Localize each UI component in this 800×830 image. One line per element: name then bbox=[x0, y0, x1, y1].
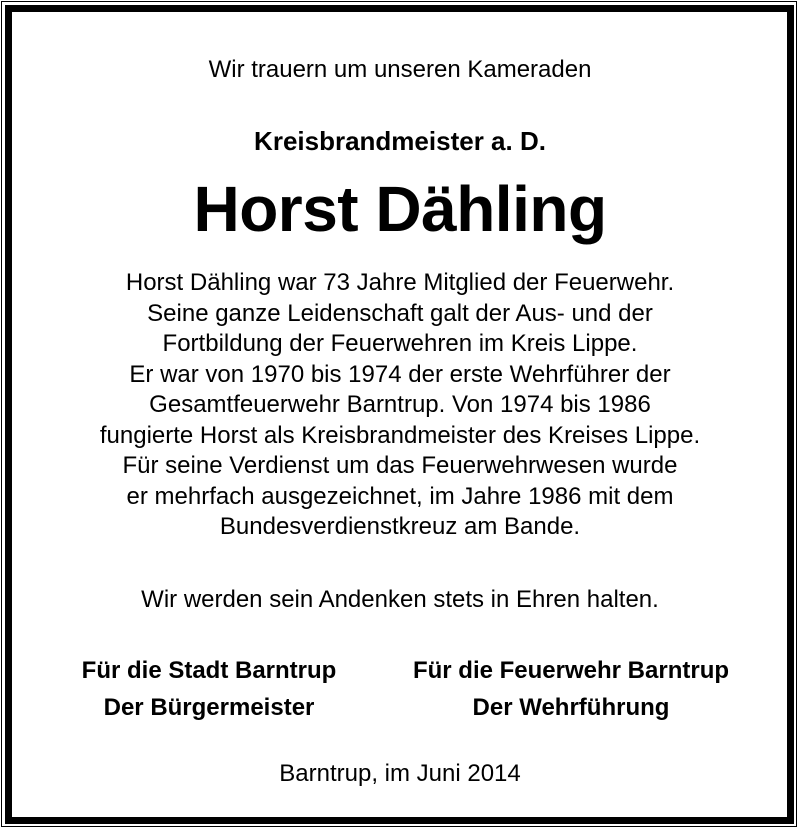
bio-line: er mehrfach ausgezeichnet, im Jahre 1986 mit dem bbox=[126, 482, 674, 510]
biography bbox=[0, 268, 800, 543]
bio-line: Fortbildung der Feuerwehren im Kreis Lippe. bbox=[162, 330, 638, 357]
bio-line: Horst Dähling war 73 Jahre Mitglied der Feuerwehr. bbox=[125, 269, 675, 296]
bio-line: Seine ganze Leidenschaft galt der Aus- und der bbox=[147, 299, 653, 327]
bio-line: Bundesverdienstkreuz am Bande. bbox=[219, 513, 581, 540]
signature-role: Der Wehrführung bbox=[472, 694, 670, 721]
signature-city bbox=[56, 652, 362, 726]
signature-org: Für die Stadt Barntrup bbox=[81, 657, 337, 684]
signature-fire-dept bbox=[386, 652, 756, 726]
deceased-name: Horst Dähling bbox=[193, 173, 607, 245]
bio-line: Gesamtfeuerwehr Barntrup. Von 1974 bis 1986 bbox=[149, 391, 651, 418]
bio-line: Er war von 1970 bis 1974 der erste Wehrführer der bbox=[129, 360, 671, 388]
signature-org: Für die Feuerwehr Barntrup bbox=[412, 657, 730, 684]
rank-title: Kreisbrandmeister a. D. bbox=[254, 126, 546, 156]
bio-line: Für seine Verdienst um das Feuerwehrwesen wurde bbox=[122, 452, 678, 479]
bio-line: fungierte Horst als Kreisbrandmeister des Kreises Lippe. bbox=[99, 421, 701, 449]
place-date: Barntrup, im Juni 2014 bbox=[279, 760, 521, 787]
signature-role: Der Bürgermeister bbox=[103, 694, 315, 721]
intro-text: Wir trauern um unseren Kameraden bbox=[208, 56, 592, 83]
closing-text: Wir werden sein Andenken stets in Ehren halten. bbox=[141, 586, 659, 613]
